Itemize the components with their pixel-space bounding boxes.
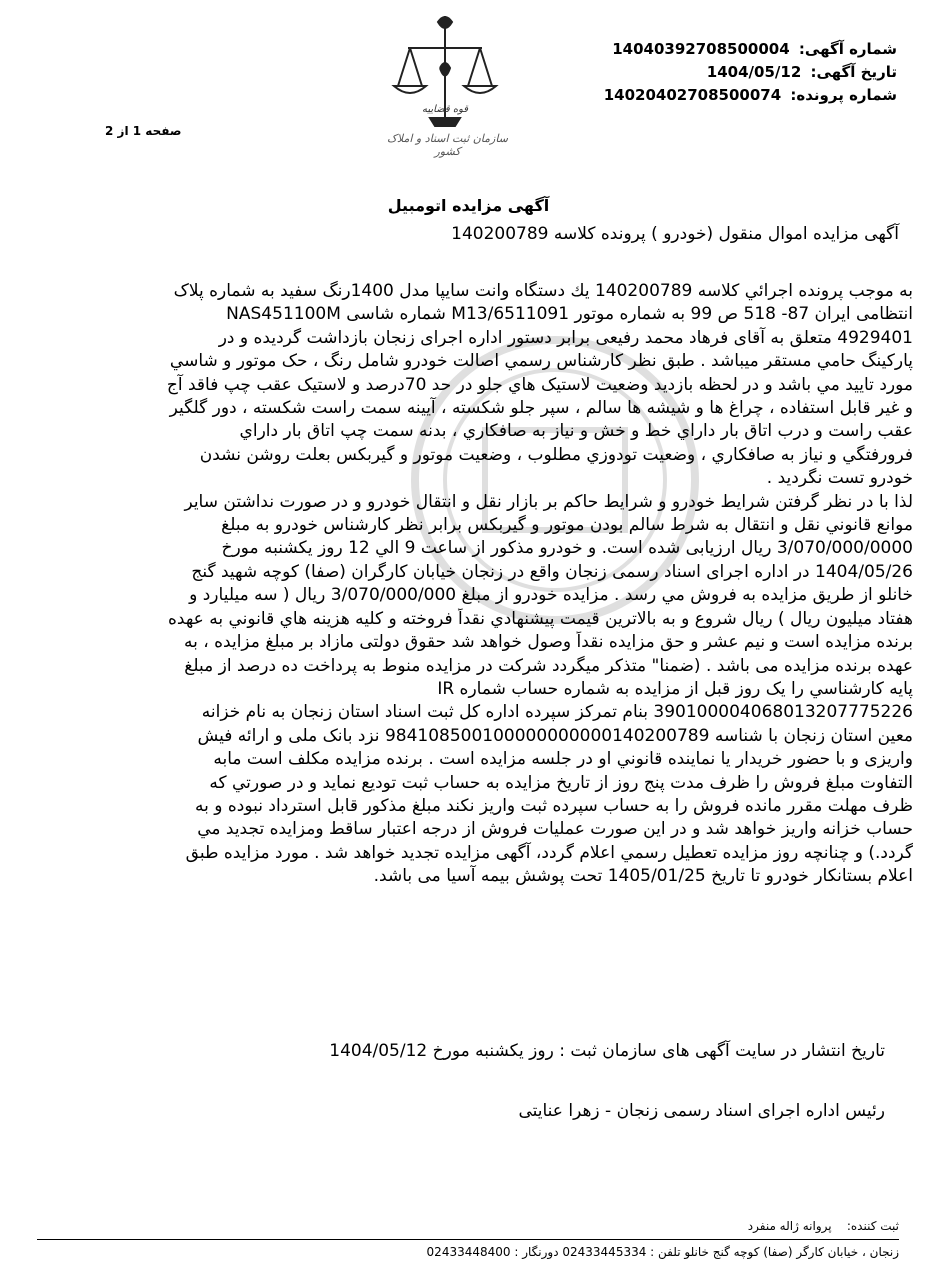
body-line: پاركينگ حامي مستقر ميباشد . طبق نظر كارشناس رسمي اصالت خودرو شامل رنگ ، حک موتور و شاسي [169, 351, 913, 372]
body-line: موانع قانوني نقل و انتقال به شرط سالم بودن موتور و گیربکس برابر نظر كارشناس خودرو به مبلغ [221, 515, 913, 536]
registrant-label: ثبت کننده: [846, 1219, 899, 1233]
body-line: پايه كارشناسي را يک روز قبل از مزايده به شماره حساب شماره IR [437, 678, 913, 699]
case-number: 14020402708500074 [603, 86, 782, 104]
judiciary-name: قوه قضاییه [421, 104, 469, 115]
case-number-row [604, 84, 897, 107]
notice-date-row [604, 61, 897, 84]
notice-meta [604, 38, 897, 107]
body-line: معين استان زنجان با شناسه 984108500100000000000140200789 نزد بانک ملی و ارائه فيش [197, 725, 913, 746]
body-line: ظرف مهلت مقرر مانده فروش را به حساب سپرده ثبت واريز نكند مبلغ مذكور قابل استرداد نبوده و به [195, 795, 913, 816]
notice-date: 1404/05/12 [706, 63, 802, 81]
page-number: صفحه 1 از 2 [105, 124, 182, 138]
registrant-name: پروانه ژاله منفرد [747, 1219, 832, 1233]
notice-date-label: تاریخ آگهی: [810, 63, 897, 81]
body-line: اعلام بستانکار خودرو تا تاریخ 1405/01/25 تحت پوشش بیمه آسیا می باشد. [373, 866, 913, 887]
body-line: لذا با در نظر گرفتن شرايط خودرو و شرايط حاكم بر بازار نقل و انتقال خودرو و در صورت نداشتن ساير [184, 491, 913, 512]
body-line: 3/070/000/0000 ريال ارزيابی شده است. و خودرو مذكور از ساعت 9 الي 12 روز يكشنبه مورخ [221, 538, 913, 559]
body-line: خودرو تست نگردید . [766, 468, 913, 489]
notice-body [24, 280, 913, 889]
body-line: به موجب پرونده اجرائي كلاسه 140200789 يك دستگاه وانت سايپا مدل 1400رنگ سفيد به شماره پلاک [173, 281, 913, 301]
page-subtitle: آگهی مزایده اموال منقول (خودرو ) پرونده کلاسه 140200789 [451, 224, 899, 244]
notice-number-label: شماره آگهی: [798, 40, 897, 58]
body-line: عقب راست و درب اتاق بار داراي خط و خش و نیاز به صافکاري ، بدنه سمت چپ اتاق بار داراي [239, 421, 913, 442]
org-name: سازمان ثبت اسناد و املاک کشور [387, 132, 508, 158]
body-line: عهده برنده مزایده می باشد . (ضمنا" متذکر میگردد شرکت در مزایده منوط به پرداخت ده درصد از مبلغ [184, 655, 913, 676]
footer [37, 1216, 899, 1263]
body-line: برنده مزايده است و نيم عشر و حق مزايده نقداً وصول خواهد شد حقوق دولتی مازاد بر مبلغ مزایده ، به [184, 632, 913, 653]
signer-line: رئیس اداره اجرای اسناد رسمی زنجان - زهرا عنایتی [518, 1101, 885, 1121]
case-number-label: شماره پرونده: [790, 86, 897, 104]
body-line: هفتاد ميليون ريال ) ريال شروع و به بالاترين قيمت پيشنهادي نقداً فروخته و كليه هزينه هاي قانوني به عهده [168, 608, 913, 629]
page-title: آگهی مزایده اتومبیل [387, 196, 550, 215]
footer-divider [37, 1239, 899, 1240]
body-line: گردد.) و چنانچه روز مزايده تعطيل رسمي اعلام گردد، آگهی مزايده تجديد خواهد شد . مورد مزایده طبق [185, 842, 913, 863]
body-line: 390100004068013207775226 بنام تمرکز سپرده اداره کل ثبت اسناد استان زنجان به نام خزانه [201, 702, 913, 723]
body-line: مورد تاييد مي باشد و در لحظه بازديد وضعيت لاستيک هاي جلو در حد 70درصد و لاستیک عقب چپ فاقد آج [166, 374, 913, 395]
body-line: و غیر قابل استفاده ، چراغ ها و شیشه ها سالم ، سپر جلو شکسته ، آیینه سمت راست شکسته ، دور گلگیر [169, 398, 913, 419]
publish-date-line: تاریخ انتشار در سایت آگهی های سازمان ثبت : روز یکشنبه مورخ 1404/05/12 [329, 1041, 885, 1061]
body-line: التفاوت مبلغ فروش را ظرف مدت پنج روز از تاريخ مزايده به حساب ثبت توديع نمايد و در صورتي كه [209, 772, 913, 793]
notice-number: 14040392708500004 [612, 40, 790, 58]
body-line: واريزی و با حضور خريدار يا نماينده قانوني او در جلسه مزايده است . برنده مزايده مكلف است مابه [213, 749, 913, 770]
body-line: 1404/05/26 در اداره اجرای اسناد رسمی زنجان واقع در زنجان خیابان کارگران (صفا) کوچه شهید گنج [191, 561, 913, 582]
notice-number-row [604, 38, 897, 61]
body-line: حساب خزانه واريز خواهد شد و در اين صورت عمليات فروش از درجه اعتبار ساقط ومزايده تجديد مي [197, 819, 913, 840]
body-line: انتظامی ایران 87- 518 ص 99 به شماره موتور M13/6511091 شماره شاسی NAS451100M [226, 304, 913, 325]
body-line: فرورفتگي و نياز به صافكاري ، وضعيت تودوزي مطلوب ، وضعیت موتور و گیربکس بعلت روشن نشدن [199, 444, 913, 465]
body-line: 4929401 متعلق به آقای فرهاد محمد رفيعی برابر دستور اداره اجرای زنجان بازداشت گرديده و در [218, 327, 913, 348]
body-line: خانلو از طريق مزايده به فروش مي رسد . مزايده خودرو از مبلغ 3/070/000/000 ريال ( سه ميليارد و [189, 585, 913, 606]
registrant-row [37, 1216, 899, 1237]
footer-address: زنجان ، خيابان كارگر (صفا) كوچه گنج خانلو تلفن : 02433445334 دورنگار : 02433448400 [426, 1245, 899, 1259]
